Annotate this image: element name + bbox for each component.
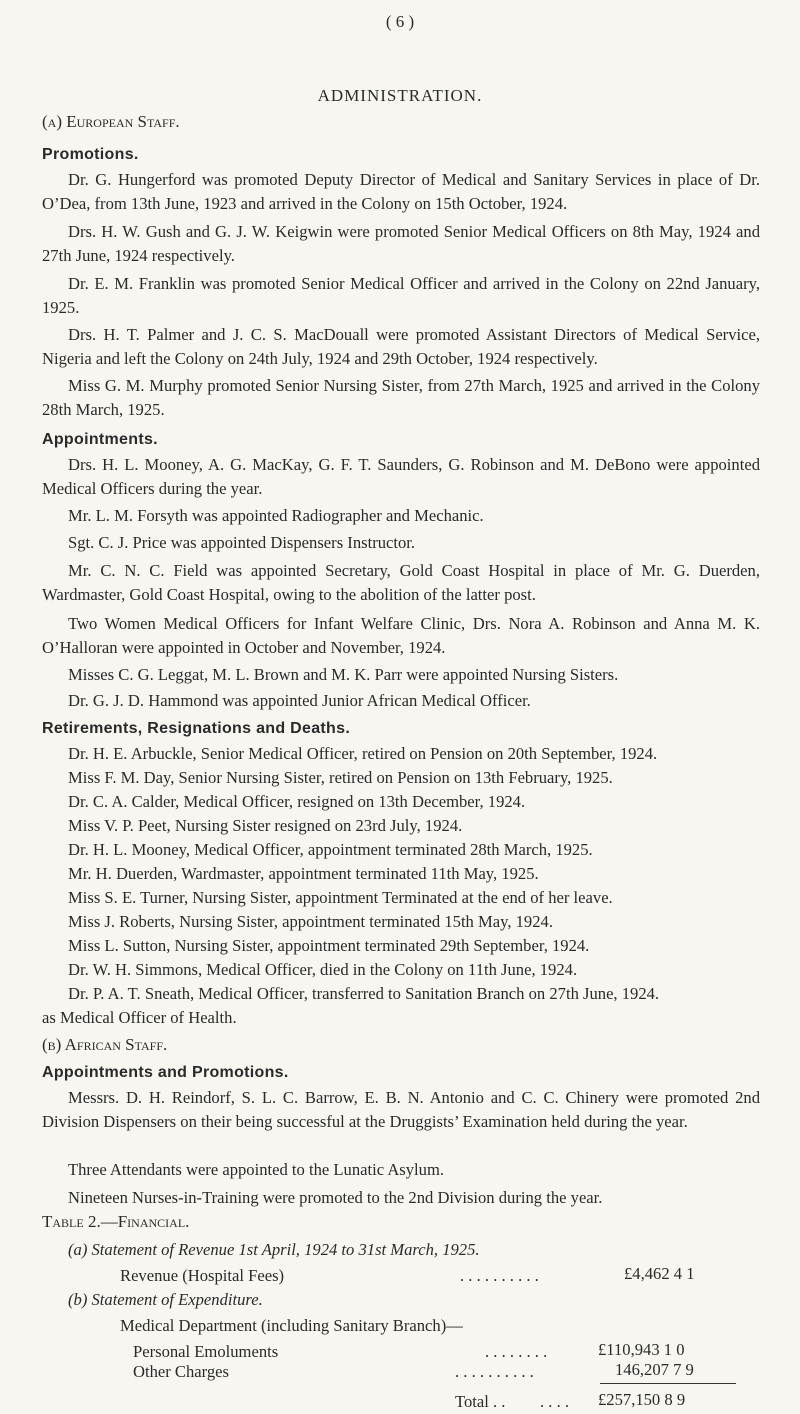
- retirements-title: Retirements, Resignations and Deaths.: [42, 720, 351, 737]
- financial-table-title: Table 2.—Financial.: [42, 1212, 190, 1231]
- retirement-line: Miss S. E. Turner, Nursing Sister, appointment Terminated at the end of her leave.: [68, 888, 613, 907]
- appointment-paragraph: Two Women Medical Officers for Infant Welfare Clinic, Drs. Nora A. Robinson and Anna M. K. O’Halloran were appointed in October and November, 1924.: [42, 614, 760, 657]
- appointments-title: Appointments.: [42, 431, 158, 448]
- appointment-paragraph: Dr. G. J. D. Hammond was appointed Junior African Medical Officer.: [68, 691, 531, 710]
- appointment-paragraph: Mr. C. N. C. Field was appointed Secretary, Gold Coast Hospital in place of Mr. G. Duerden, Wardmaster, Gold Coast Hospital, owing to the abolition of the latter post.: [42, 561, 760, 604]
- appointment-paragraph: Drs. H. L. Mooney, A. G. MacKay, G. F. T. Saunders, G. Robinson and M. DeBono were appointed Medical Officers during the year.: [42, 455, 760, 498]
- european-staff-label: (a) European Staff.: [42, 112, 180, 131]
- retirement-line: Mr. H. Duerden, Wardmaster, appointment terminated 11th May, 1925.: [68, 864, 539, 883]
- personal-emoluments-leader: . . . . . . . .: [485, 1342, 548, 1361]
- other-charges-label: Other Charges: [133, 1362, 230, 1381]
- promotions-title: Promotions.: [42, 146, 139, 163]
- total-leader: . . . .: [540, 1392, 570, 1411]
- retirement-line: Dr. W. H. Simmons, Medical Officer, died in the Colony on 11th June, 1924.: [68, 960, 578, 979]
- retirement-line: Dr. H. E. Arbuckle, Senior Medical Officer, retired on Pension on 20th September, 1924.: [68, 744, 658, 763]
- african-appointment-paragraph: Nineteen Nurses-in-Training were promoted to the 2nd Division during the year.: [68, 1188, 603, 1207]
- section-heading: ADMINISTRATION.: [317, 86, 483, 105]
- retirement-line: Dr. C. A. Calder, Medical Officer, resigned on 13th December, 1924.: [68, 792, 526, 811]
- retirement-line: Miss V. P. Peet, Nursing Sister resigned on 23rd July, 1924.: [68, 816, 463, 835]
- revenue-label: Revenue (Hospital Fees): [120, 1266, 285, 1285]
- personal-emoluments-amount: £110,943 1 0: [598, 1340, 685, 1359]
- promotion-paragraph: Drs. H. W. Gush and G. J. W. Keigwin were promoted Senior Medical Officers on 8th May, 1924 and 27th June, 1924 respectively.: [42, 222, 760, 265]
- other-charges-leader: . . . . . . . . . .: [455, 1362, 534, 1381]
- appointment-paragraph: Sgt. C. J. Price was appointed Dispensers Instructor.: [68, 533, 416, 552]
- appointment-paragraph: Misses C. G. Leggat, M. L. Brown and M. K. Parr were appointed Nursing Sisters.: [68, 665, 619, 684]
- total-amount: £257,150 8 9: [598, 1390, 686, 1409]
- retirement-line: Dr. P. A. T. Sneath, Medical Officer, transferred to Sanitation Branch on 27th June, 1924.: [68, 984, 660, 1003]
- personal-emoluments-label: Personal Emoluments: [133, 1342, 279, 1361]
- promotion-paragraph: Dr. E. M. Franklin was promoted Senior Medical Officer and arrived in the Colony on 22nd January, 1925.: [42, 274, 760, 317]
- revenue-leader: . . . . . . . . . .: [460, 1266, 539, 1285]
- retirement-line: Miss J. Roberts, Nursing Sister, appointment terminated 15th May, 1924.: [68, 912, 553, 931]
- subtotal-rule: [600, 1383, 736, 1384]
- revenue-amount: £4,462 4 1: [624, 1264, 695, 1283]
- revenue-heading: (a) Statement of Revenue 1st April, 1924 to 31st March, 1925.: [68, 1240, 480, 1259]
- other-charges-amount: 146,207 7 9: [615, 1360, 694, 1379]
- african-appointment-paragraph: Three Attendants were appointed to the Lunatic Asylum.: [68, 1160, 445, 1179]
- promotion-paragraph: Miss G. M. Murphy promoted Senior Nursing Sister, from 27th March, 1925 and arrived in the Colony 28th March, 1925.: [42, 376, 760, 419]
- african-staff-label: (b) African Staff.: [42, 1035, 168, 1054]
- african-appointment-paragraph: Messrs. D. H. Reindorf, S. L. C. Barrow, E. B. N. Antonio and C. C. Chinery were promoted 2nd Division Dispensers on their being successful at the Druggists’ Examination held during the year.: [42, 1088, 760, 1131]
- retirement-continuation: as Medical Officer of Health.: [42, 1008, 237, 1027]
- retirement-line: Miss F. M. Day, Senior Nursing Sister, retired on Pension on 13th February, 1925.: [68, 768, 613, 787]
- expenditure-heading: (b) Statement of Expenditure.: [68, 1290, 263, 1309]
- african-appointments-title: Appointments and Promotions.: [42, 1064, 289, 1081]
- retirement-line: Dr. H. L. Mooney, Medical Officer, appointment terminated 28th March, 1925.: [68, 840, 593, 859]
- department-label: Medical Department (including Sanitary Branch)—: [120, 1316, 463, 1335]
- promotion-paragraph: Drs. H. T. Palmer and J. C. S. MacDouall were promoted Assistant Directors of Medical Service, Nigeria and left the Colony on 24th July, 1924 and 29th October, 1924 respectively.: [42, 325, 760, 368]
- retirement-line: Miss L. Sutton, Nursing Sister, appointment terminated 29th September, 1924.: [68, 936, 590, 955]
- total-label: Total . .: [455, 1392, 506, 1411]
- promotion-paragraph: Dr. G. Hungerford was promoted Deputy Director of Medical and Sanitary Services in place of Dr. O’Dea, from 13th June, 1923 and arrived in the Colony on 15th October, 1924.: [42, 170, 760, 213]
- page-number: ( 6 ): [385, 12, 415, 31]
- appointment-paragraph: Mr. L. M. Forsyth was appointed Radiographer and Mechanic.: [68, 506, 484, 525]
